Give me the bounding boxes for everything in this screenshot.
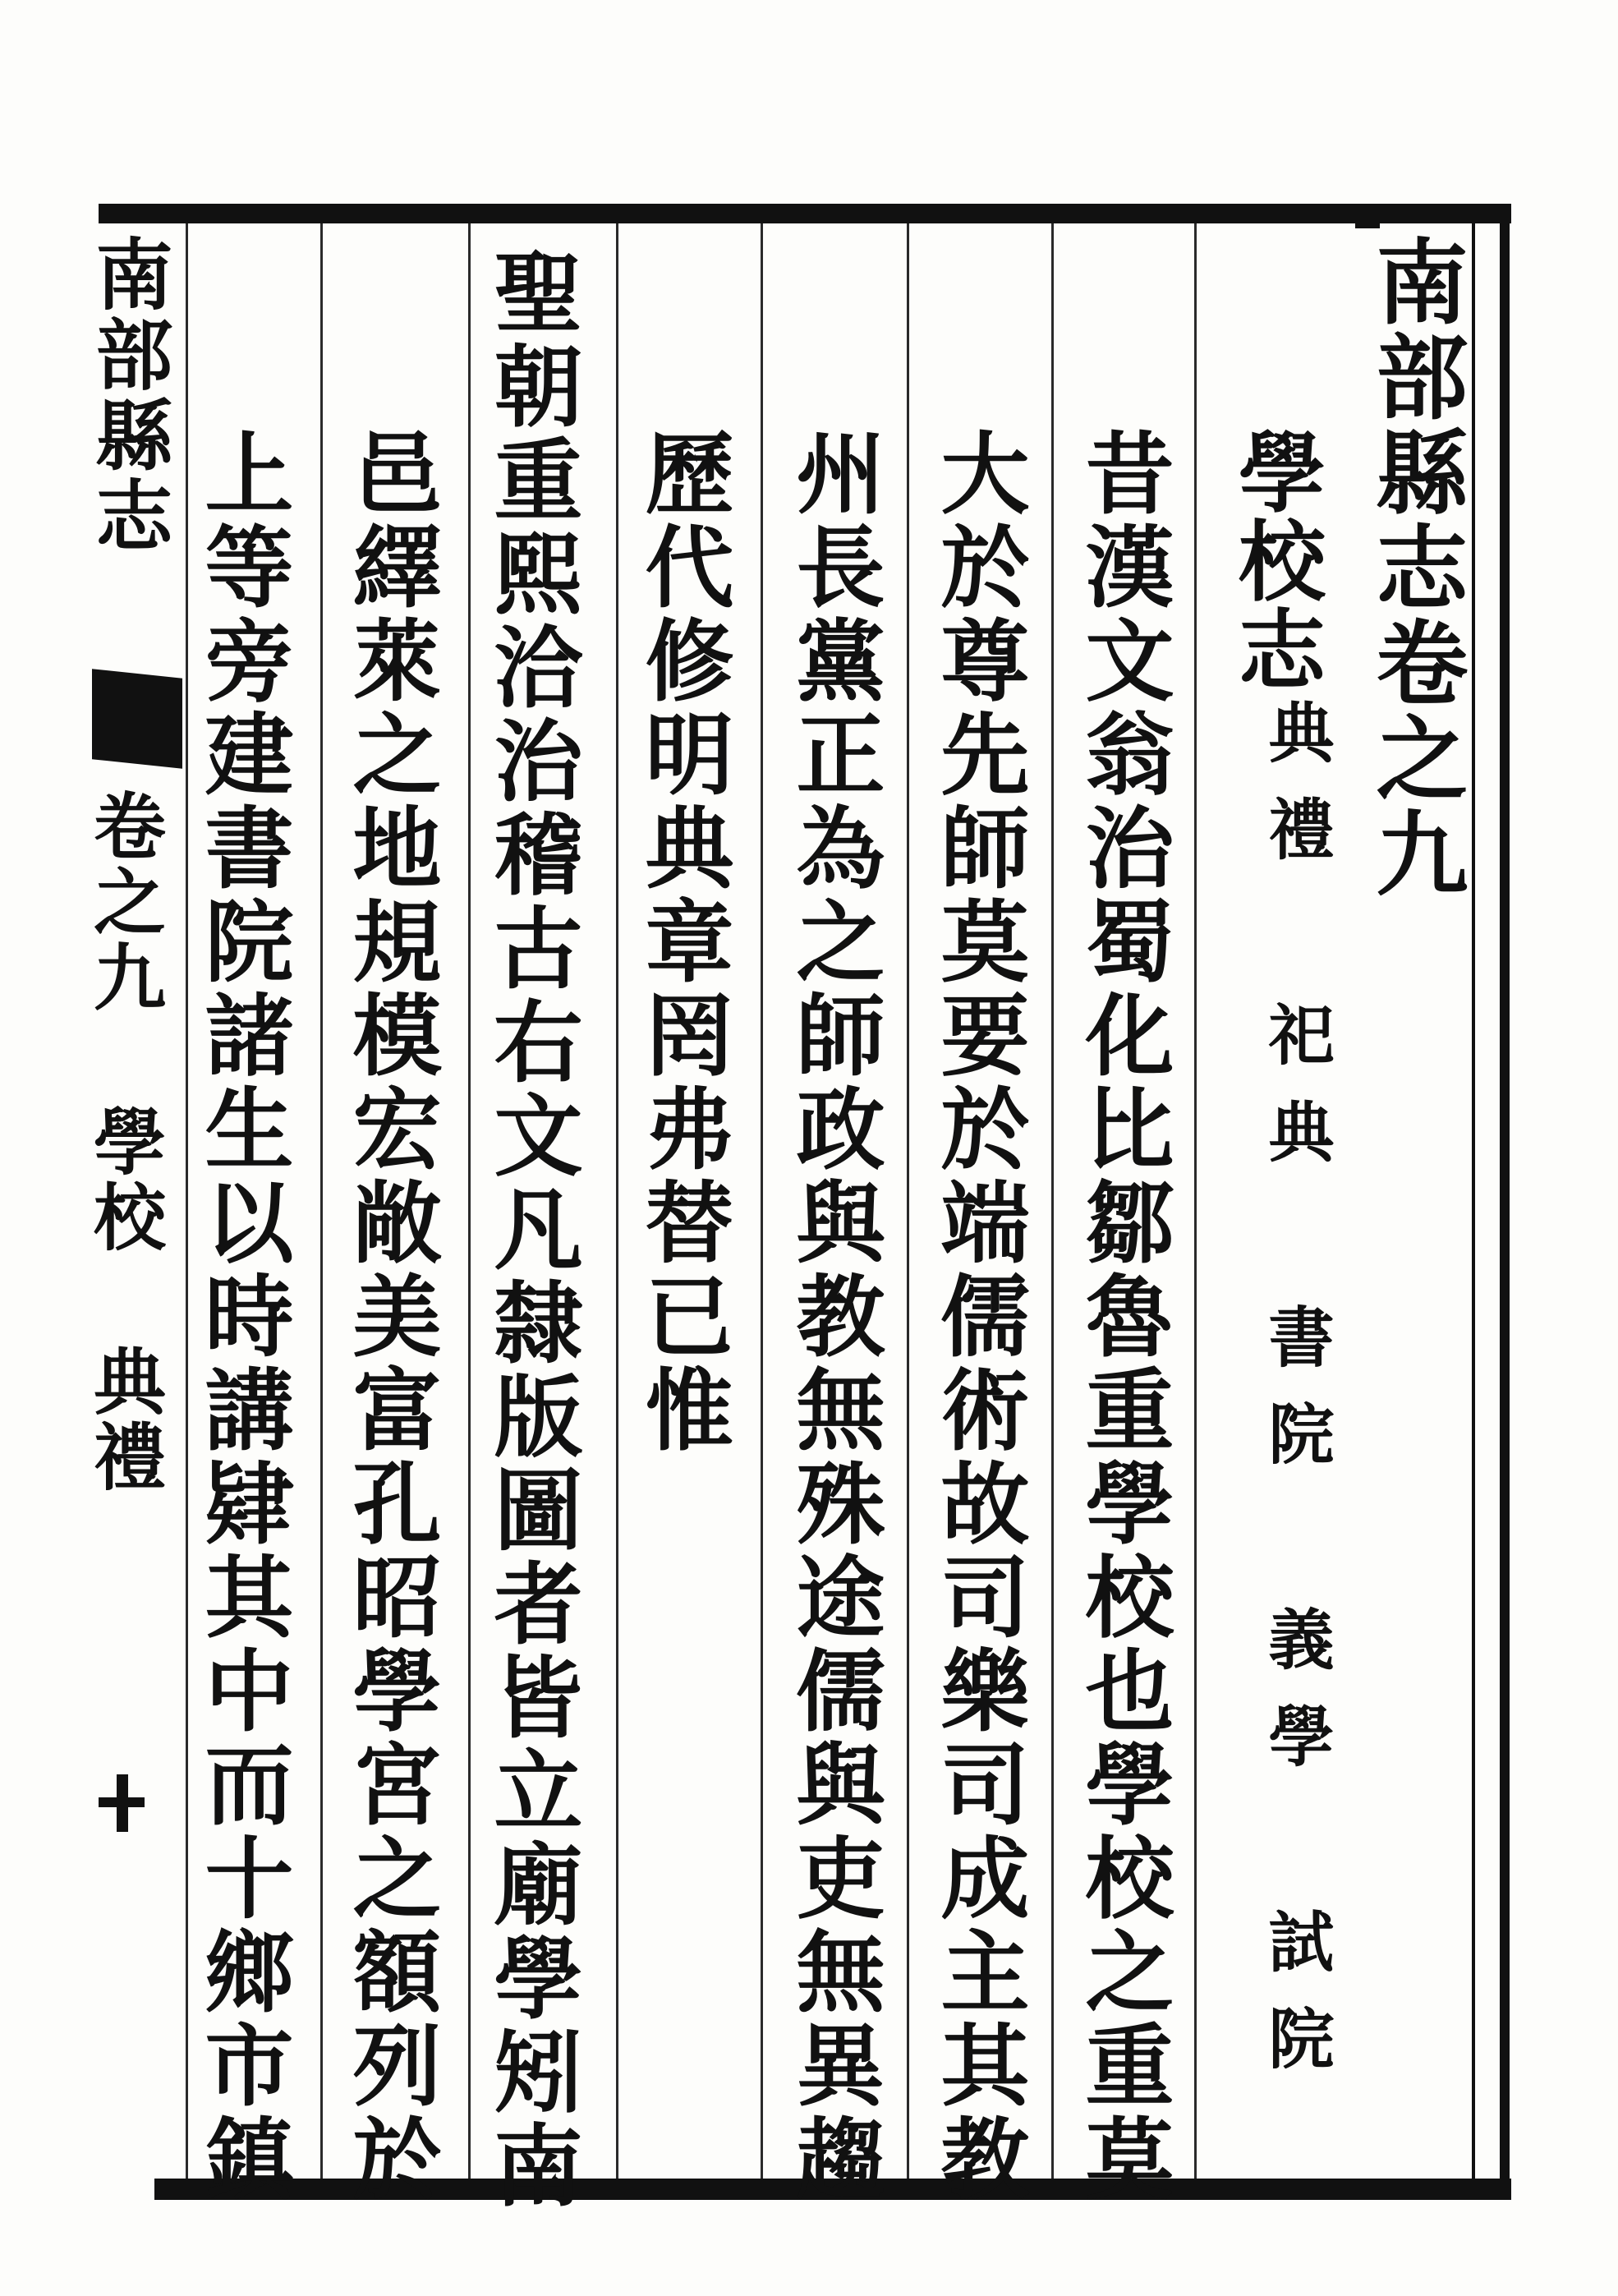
section-contents: 典禮 祀典 書院 義學 試院 — [1257, 698, 1335, 2101]
top-border-rule — [99, 204, 1511, 223]
column-divider — [186, 223, 188, 2179]
column-divider — [1051, 223, 1054, 2179]
column-divider — [320, 223, 323, 2179]
text-column-7: 上等旁建書院諸生以時講肄其中而十鄉市鎮 — [190, 427, 293, 2206]
gutter-title: 南部縣志 — [82, 234, 172, 556]
section-heading: 學校志 — [1225, 427, 1327, 693]
text-column-5: 聖朝重熙洽治稽古右文凡隸版圖者皆立廟學矧南 — [479, 246, 582, 2213]
column-divider — [1194, 223, 1197, 2179]
text-column-3: 州長黨正為之師政與教無殊途儒與吏無異趨 — [781, 427, 885, 2206]
volume-title: 南部縣志卷之九 — [1361, 234, 1469, 901]
column-divider — [468, 223, 471, 2179]
text-column-1: 昔漢文翁治蜀化比鄒魯重學校也學校之重莫 — [1070, 427, 1174, 2206]
text-column-2: 大於尊先師莫要於端儒術故司樂司成主其教 — [926, 427, 1029, 2206]
column-divider — [907, 223, 909, 2179]
column-divider — [616, 223, 618, 2179]
top-notch-mark — [1355, 205, 1380, 228]
fishtail-mark — [92, 669, 182, 769]
right-border-rule — [1500, 204, 1510, 2200]
gutter-chapter: 卷之九 學校 典禮 — [82, 789, 168, 1495]
text-column-6: 邑繹萊之地規模宏敞美富孔昭學宮之額列於 — [338, 427, 441, 2206]
text-column-4: 歷代修明典章罔弗替已惟 — [630, 427, 733, 1457]
page-number-glyph — [99, 1774, 145, 1832]
column-divider — [761, 223, 763, 2179]
right-inner-rule — [1472, 223, 1475, 2179]
